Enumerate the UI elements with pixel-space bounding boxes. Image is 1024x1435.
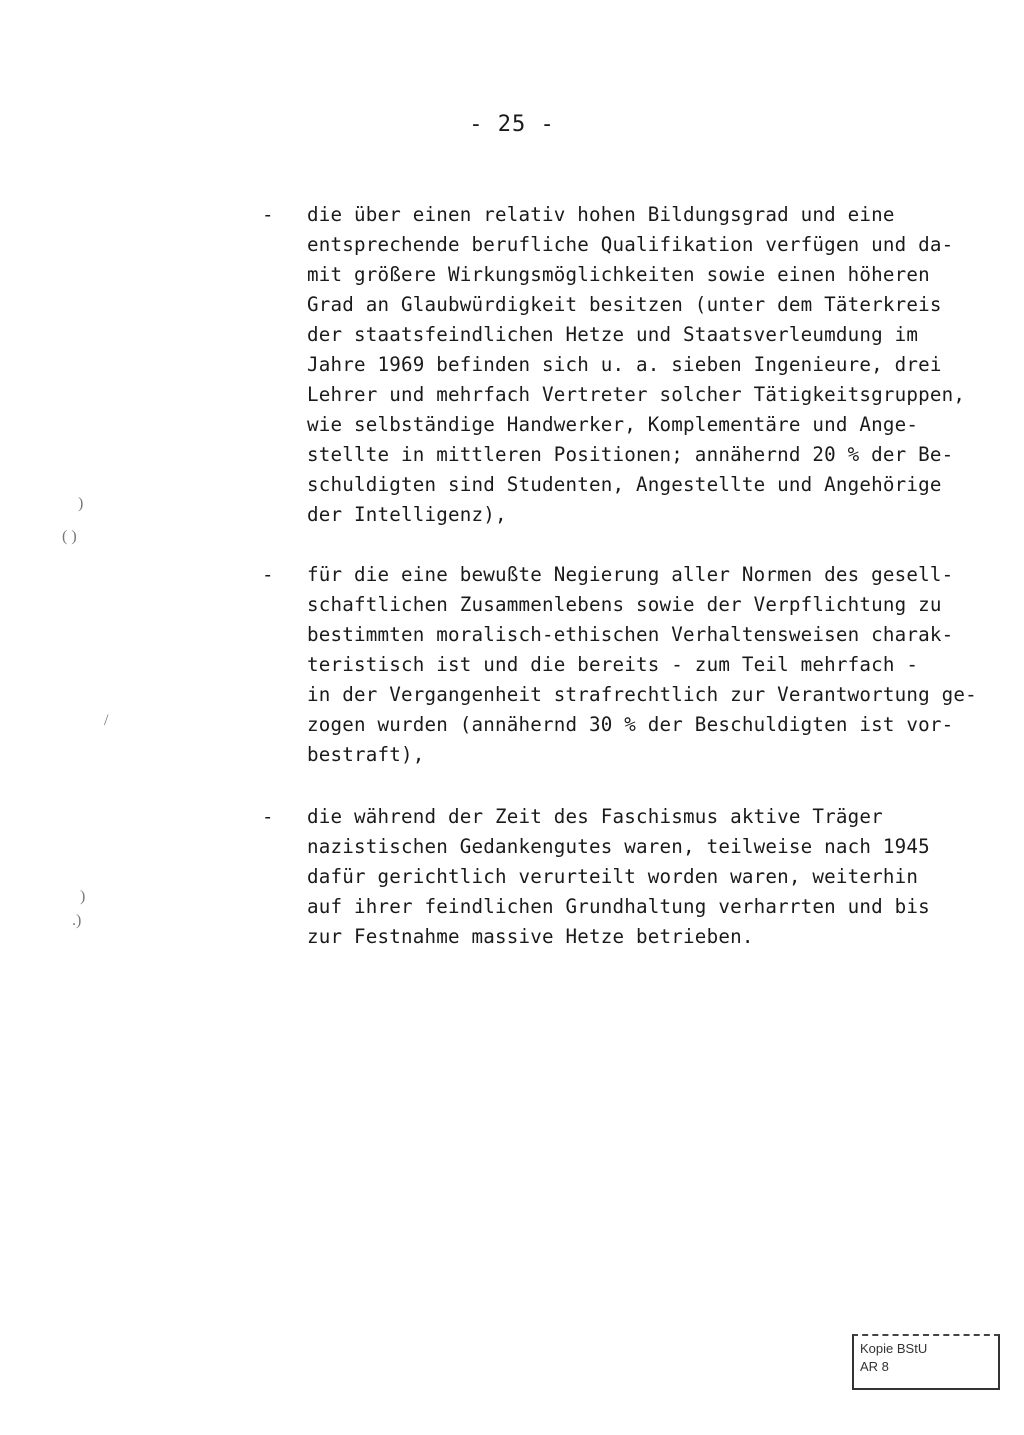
list-item-text bbox=[307, 560, 977, 770]
scan-mark: ( ) bbox=[62, 528, 77, 545]
list-bullet: - bbox=[262, 806, 274, 828]
text-line: nazistischen Gedankengutes waren, teilweise nach 1945 bbox=[307, 835, 930, 858]
text-line: schuldigten sind Studenten, Angestellte und Angehörige bbox=[307, 473, 942, 496]
scan-mark: / bbox=[104, 712, 109, 729]
list-item-text bbox=[307, 802, 930, 952]
text-line: dafür gerichtlich verurteilt worden waren, weiterhin bbox=[307, 865, 919, 888]
page-number: - 25 - bbox=[469, 112, 555, 137]
scan-mark: .) bbox=[72, 912, 82, 929]
text-line: in der Vergangenheit strafrechtlich zur Verantwortung ge- bbox=[307, 683, 977, 706]
text-line: für die eine bewußte Negierung aller Normen des gesell- bbox=[307, 563, 954, 586]
text-line: stellte in mittleren Positionen; annähernd 20 % der Be- bbox=[307, 443, 954, 466]
list-item-text bbox=[307, 200, 965, 530]
scan-mark: ) bbox=[78, 495, 84, 512]
stamp-line: Kopie BStU bbox=[860, 1341, 928, 1356]
text-line: entsprechende berufliche Qualifikation verfügen und da- bbox=[307, 233, 954, 256]
text-line: Jahre 1969 befinden sich u. a. sieben Ingenieure, drei bbox=[307, 353, 942, 376]
text-line: teristisch ist und die bereits - zum Teil mehrfach - bbox=[307, 653, 919, 676]
text-line: schaftlichen Zusammenlebens sowie der Verpflichtung zu bbox=[307, 593, 942, 616]
list-bullet: - bbox=[262, 564, 274, 586]
stamp-line: AR 8 bbox=[860, 1359, 889, 1374]
text-line: zur Festnahme massive Hetze betrieben. bbox=[307, 925, 754, 948]
text-line: der Intelligenz), bbox=[307, 503, 507, 526]
text-line: die während der Zeit des Faschismus aktive Träger bbox=[307, 805, 883, 828]
text-line: wie selbständige Handwerker, Komplementäre und Ange- bbox=[307, 413, 919, 436]
text-line: mit größere Wirkungsmöglichkeiten sowie einen höheren bbox=[307, 263, 930, 286]
list-bullet: - bbox=[262, 204, 274, 226]
scan-mark: ) bbox=[80, 888, 86, 905]
text-line: die über einen relativ hohen Bildungsgrad und eine bbox=[307, 203, 895, 226]
text-line: der staatsfeindlichen Hetze und Staatsverleumdung im bbox=[307, 323, 919, 346]
text-line: Lehrer und mehrfach Vertreter solcher Tätigkeitsgruppen, bbox=[307, 383, 966, 406]
text-line: bestimmten moralisch-ethischen Verhaltensweisen charak- bbox=[307, 623, 954, 646]
text-line: Grad an Glaubwürdigkeit besitzen (unter dem Täterkreis bbox=[307, 293, 942, 316]
text-line: zogen wurden (annähernd 30 % der Beschuldigten ist vor- bbox=[307, 713, 954, 736]
archive-stamp bbox=[852, 1334, 1000, 1390]
text-line: bestraft), bbox=[307, 743, 425, 766]
text-line: auf ihrer feindlichen Grundhaltung verharrten und bis bbox=[307, 895, 930, 918]
